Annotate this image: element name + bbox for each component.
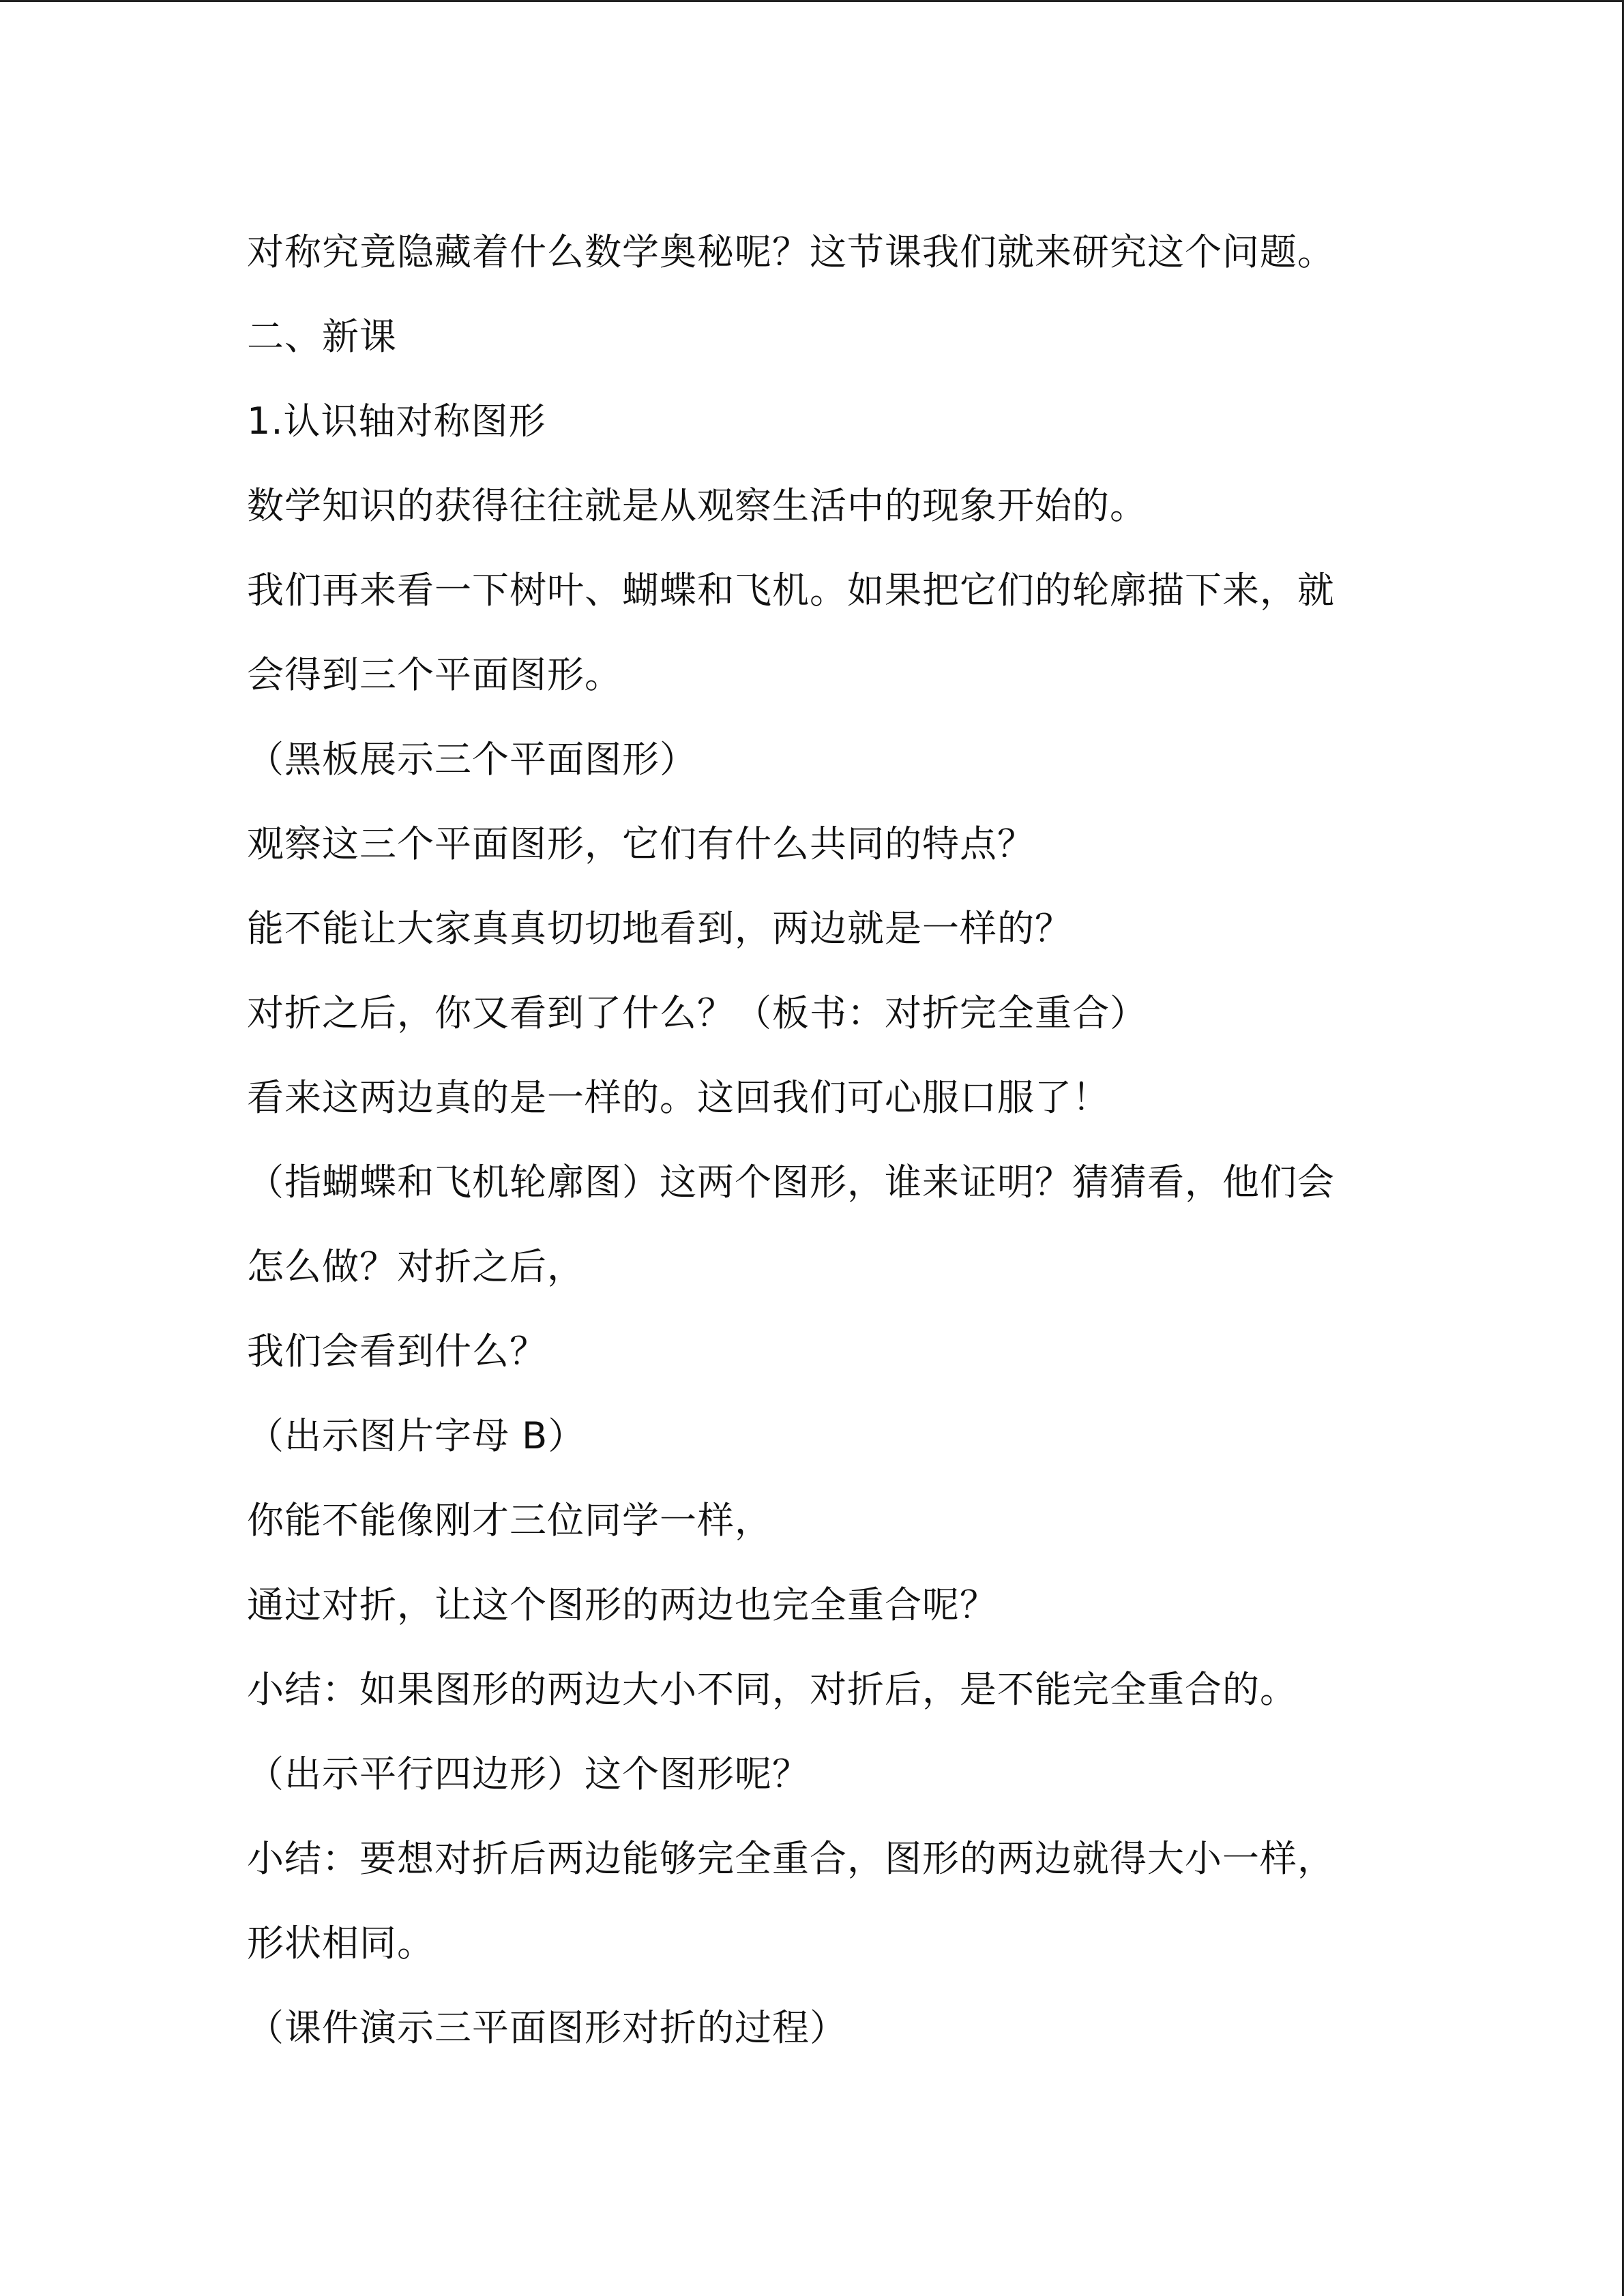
text-line: （黑板展示三个平面图形） (247, 738, 697, 781)
section-heading: 二、新课 (247, 315, 397, 358)
text-line: 对称究竟隐藏着什么数学奥秘呢？这节课我们就来研究这个问题。 (247, 230, 1335, 273)
text-line: 会得到三个平面图形。 (247, 653, 622, 696)
text-line: 通过对折，让这个图形的两边也完全重合呢？ (247, 1583, 997, 1626)
text-line: 形状相同。 (247, 1922, 434, 1965)
text-line: 观察这三个平面图形，它们有什么共同的特点？ (247, 822, 1035, 865)
page-border-top (0, 0, 1624, 2)
text-line: 对折之后，你又看到了什么？（板书：对折完全重合） (247, 992, 1147, 1034)
text-line: （出示图片字母 B） (247, 1414, 586, 1457)
text-line: （课件演示三平面图形对折的过程） (247, 2006, 847, 2049)
text-line: （出示平行四边形）这个图形呢？ (247, 1753, 810, 1795)
subsection-heading: 1.认识轴对称图形 (247, 400, 546, 443)
text-line: 我们会看到什么？ (247, 1330, 547, 1373)
text-line: （指蝴蝶和飞机轮廓图）这两个图形，谁来证明？猜猜看，他们会 (247, 1161, 1335, 1204)
text-line: 看来这两边真的是一样的。这回我们可心服口服了！ (247, 1076, 1110, 1119)
document-body (247, 210, 1393, 2070)
text-line: 怎么做？对折之后， (247, 1245, 585, 1288)
text-line: 我们再来看一下树叶、蝴蝶和飞机。如果把它们的轮廓描下来，就 (247, 569, 1335, 612)
text-line: 小结：如果图形的两边大小不同，对折后，是不能完全重合的。 (247, 1668, 1297, 1711)
text-line: 小结：要想对折后两边能够完全重合，图形的两边就得大小一样， (247, 1837, 1335, 1880)
text-line: 能不能让大家真真切切地看到，两边就是一样的？ (247, 907, 1072, 950)
text-line: 数学知识的获得往往就是从观察生活中的现象开始的。 (247, 484, 1147, 527)
text-line: 你能不能像刚才三位同学一样， (247, 1499, 772, 1542)
